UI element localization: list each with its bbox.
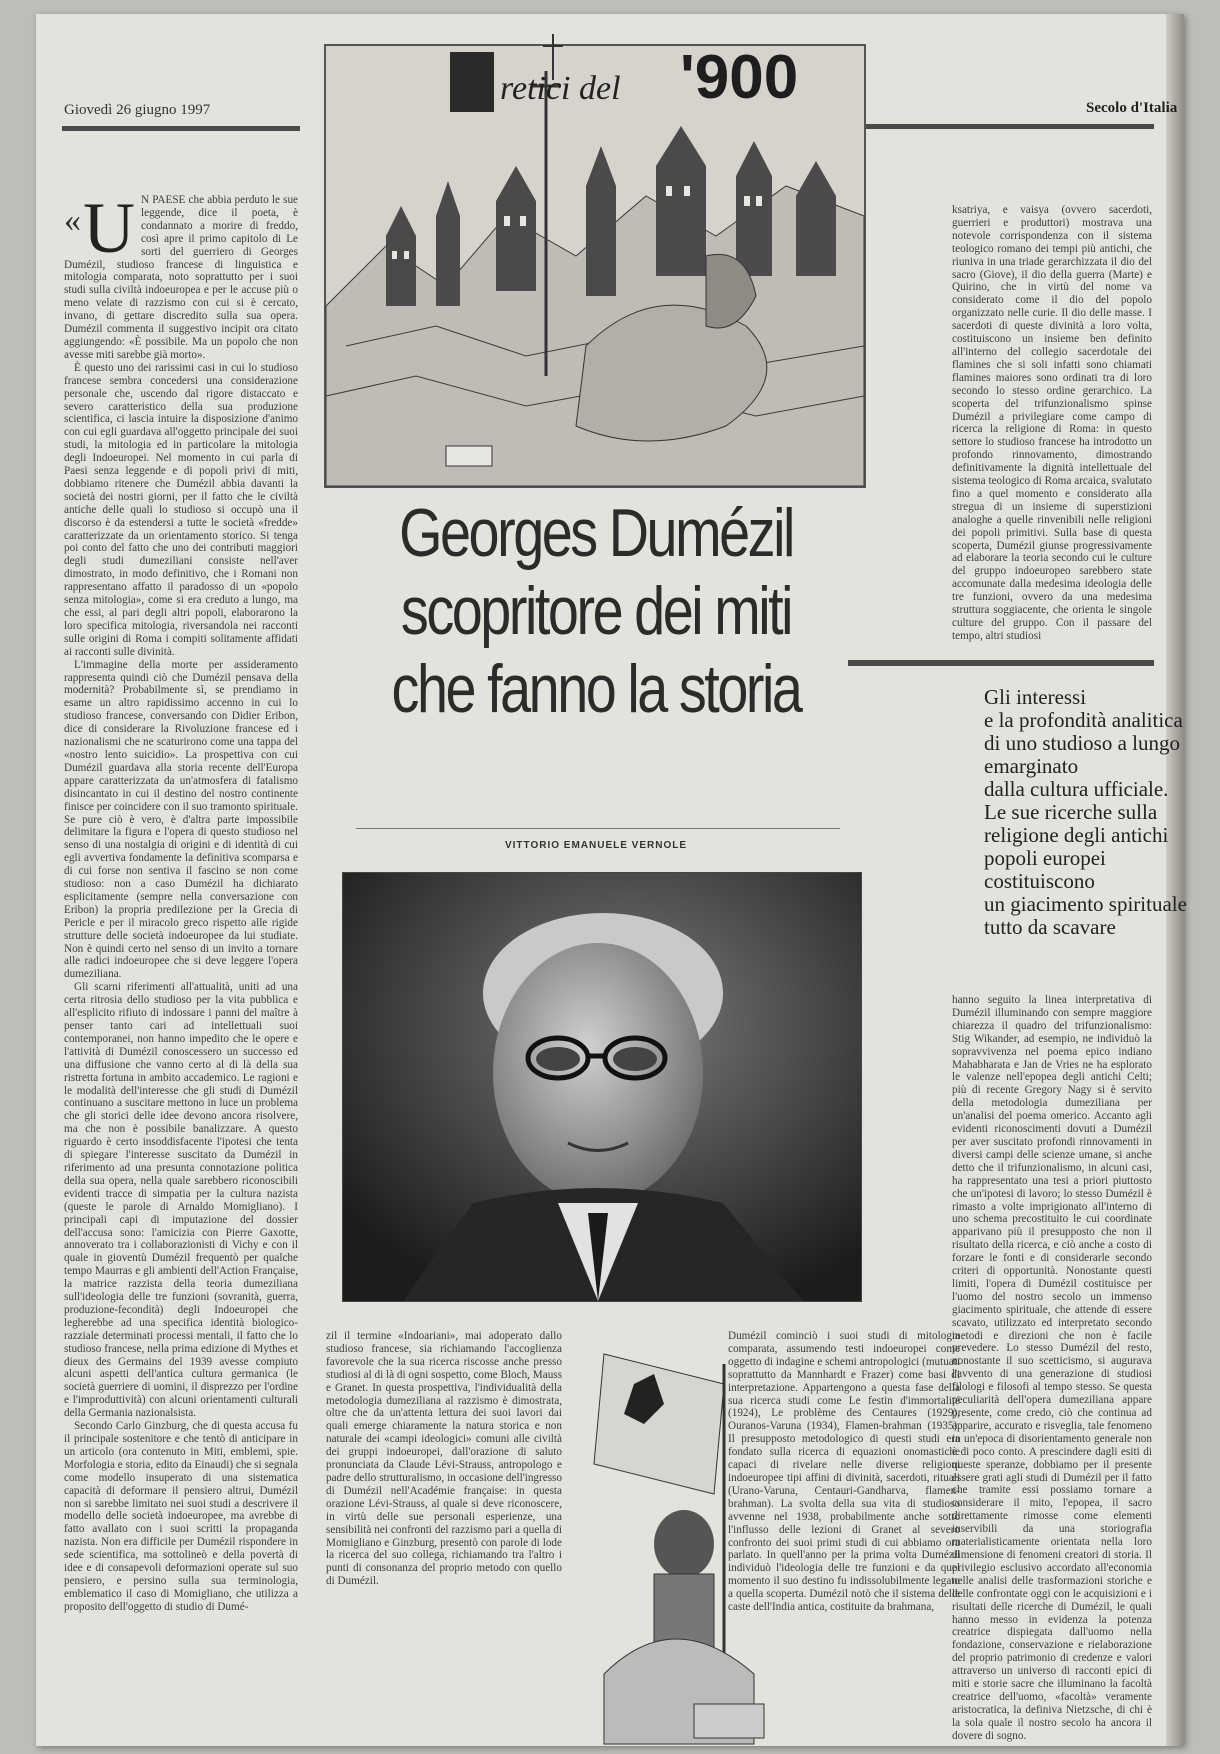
drop-cap: U	[83, 188, 135, 268]
article-column-2	[326, 1330, 562, 1726]
header-rule-left	[62, 126, 300, 131]
article-column-4	[952, 204, 1152, 644]
subhead-line: emarginato	[984, 754, 1079, 778]
portrait-photo	[342, 872, 862, 1302]
lead-paragraph: N PAESE che abbia perduto le sue leggende, dice il poeta, è condannato a morire di freddo, così apre il primo capitolo di Le sorti del guerriero di Georges Dumézil, studioso francese di linguistica e mitologia comparata, noto soprattutto per i suoi studi sulla civiltà indoeuropea e per le accuse più o meno velate di razzismo con cui si è cercato, invano, di gettare discredito sulla sua opera. Dumézil commenta il suggestivo incipit ora citato aggiungendo: «È possibile. Ma un popolo che non avesse miti sarebbe già morto».	[64, 194, 298, 361]
subhead-line: popoli europei	[984, 846, 1106, 870]
issue-date: Giovedì 26 giugno 1997	[64, 102, 211, 118]
subheadline	[984, 686, 1220, 939]
subhead-line: di uno studioso a lungo	[984, 731, 1181, 755]
article-column-5	[952, 994, 1152, 1742]
headline-line-1: Georges Dumézil	[399, 495, 793, 571]
paragraph: L'immagine della morte per assideramento rappresenta quindi ciò che Dumézil pensava della modernità? Probabilmente sì, se prendiamo in esame un altro rapidissimo accenno in cui lo studioso francese, conversando con Didier Eribon, dice di considerare la Rivoluzione francese ed i nazionalismi che ne scaturirono come una tappa del «nostro lento suicidio». La prospettiva con cui Dumézil guardava alla storia recente dell'Europa appare caratterizzata da un'atmosfera di fatalismo disincantato in cui il destino del nostro continente finisce per coincidere con il suo tramonto spirituale. Se pure ciò è vero, è d'altra parte impossibile delimitare la figura e l'opera di questo studioso nel senso di una nostalgia di origini e di identità di cui egli avvertiva fondamente la definitiva scomparsa e di cui forse non sentiva il fascino se non come studioso: non a caso Dumézil ha dichiarato esplicitamente (sempre nella conversazione con Eribon) la propria predilezione per la Grecia di Pericle e per il miracolo greco rispetto alle rigide strutture delle società indoeuropee da lui studiate. Non è quindi certo nel senso di un invito a tornare alle radici indoeuropee che si deve leggere l'opera dumeziliana.	[64, 658, 298, 981]
subhead-line: e la profondità analitica	[984, 708, 1183, 732]
section-logo	[430, 34, 850, 122]
subhead-line: un giacimento spirituale	[984, 892, 1187, 916]
headline-line-2: scopritore dei miti	[400, 573, 792, 649]
headline	[336, 494, 856, 728]
subhead-line: Le sue ricerche sulla	[984, 800, 1158, 824]
portrait-drawing	[343, 873, 861, 1301]
opening-quote-icon: «	[64, 202, 81, 239]
paragraph: Gli scarni riferimenti all'attualità, uniti ad una certa ritrosia dello studioso per la vita pubblica e all'esplicito rifiuto di indossare i panni del maître à penser tanto cari ad intellettuali suoi contemporanei, non hanno impedito che le opere e l'attività di Dumézil conoscessero un successo ed una diffusione che vanno certo al di là della sua ristretta fortuna in ambito accademico. Le ragioni e le modalità dell'interesse che gli studi di Dumézil continuano a suscitare mettono in luce un problema che gli storici delle idee devono ancora risolvere, ma che non è possibile banalizzare. A questo riguardo è certo insoddisfacente l'ipotesi che tenta di spiegare l'interesse suscitato da Dumézil in riferimento ad una presunta connotazione politica della sua opera, nella quale sarebbero riconoscibili evidenti tracce di simpatia per la cultura nazista (queste le parole di Arnaldo Momigliano). I principali capi di imputazione del dossier dell'accusa sono: l'amicizia con Pierre Gaxotte, annoverato tra i collaborazionisti di Vichy e con il quale in gioventù Dumézil frequentò per qualche tempo Maurras e gli ambienti dell'Action Française, la matrice razzista della teoria dumeziliana sull'ideologia delle tre funzioni (sovranità, guerra, produzione-fecondità) degli Indoeuropei che legherebbe ad una specifica identità biologico-razziale determinati processi mentali, il fatto che lo studioso francese, nella prima edizione di Mythes et dieux des Germains del 1939 avesse compiuto alcuni aspetti dell'antica cultura germanica (le società guerriere di uomini, il disprezzo per l'ordine e l'improduttività) con alcuni orientamenti culturali della Germania nazionalsista.	[64, 981, 298, 1420]
subhead-rule	[848, 660, 1154, 666]
byline-rule	[356, 828, 840, 829]
logo-number: '900	[680, 43, 799, 112]
byline: VITTORIO EMANUELE VERNOLE	[504, 840, 688, 851]
subhead-line: costituiscono	[984, 869, 1095, 893]
header-rule-right	[848, 124, 1154, 129]
newspaper-page	[36, 14, 1187, 1746]
subhead-line: dalla cultura ufficiale.	[984, 777, 1169, 801]
logo-initial-block	[450, 52, 494, 112]
paragraph: Dumézil cominciò i suoi studi di mitologia comparata, assumendo testi indoeuropei come oggetto di indagine e schemi antropologici (mutuati soprattutto da Mannhardt e Frazer) come basi di interpretazione. Appartengono a questa fase della sua ricerca studi come Le festin d'immortalité (1924), Le problème des Centaures (1929), Ouranos-Varuna (1934), Flamen-brahman (1935). Il presupposto metodologico di questi studi era fondato sulla ricerca di equazioni onomastiche capaci di rivelare nelle diverse religioni indoeuropee tipi affini di divinità, sacerdoti, rituali (Urano-Varuna, Centauri-Gandharva, flamen-brahman). La svolta della sua vita di studioso avvenne nel 1938, probabilmente anche sotto l'influsso delle lezioni di Granet al severo confronto dei suoi primi studi di cui abbiamo ora parlato. In quell'anno per la prima volta Dumézil individuò l'ideologia delle tre funzioni e da quel momento il suo destino fu indissolubilmente legato a quella scoperta. Dumézil notò che il sistema delle caste dell'India antica, costituite da brahmana,	[728, 1330, 960, 1614]
paragraph: Secondo Carlo Ginzburg, che di questa accusa fu il principale sostenitore e che tentò di anticipare in un articolo (ora contenuto in Miti, emblemi, spie. Morfologia e storia, edito da Einaudi) che si segnala come modello insuperato di una sistematica capacità di deformare il pensiero altrui, Dumézil non si sarebbe limitato nei suoi studi a descrivere il modello delle società indoeuropee, ma avrebbe di fatto avallato con i suoi scritti la propaganda nazista. Non era difficile per Dumézil rispondere in sede scientifica, ma sottolineò e della povertà di idee e di consapevoli deformazioni operate sul suo pensiero, e persino sulla sua terminologia, emblematico il caso di Momigliano, che utilizza a proposito dell'oggetto di studio di Dumé-	[64, 1420, 298, 1613]
subhead-line: religione degli antichi	[984, 823, 1169, 847]
headline-line-3: che fanno la storia	[391, 651, 801, 727]
paragraph: ksatriya, e vaisya (ovvero sacerdoti, guerrieri e produttori) mostrava una notevole corrispondenza con il sistema teologico romano dei tempi più antichi, che riuniva in una triade gerarchizzata il dio del sacro (Giove), il dio della guerra (Marte) e Quirino, che in virtù del nome va considerato come il dio del popolo organizzato nelle curie. Il dio delle masse. I sacerdoti di queste divinità a loro volta, costituiscono un insieme ben definito all'interno del collegio sacerdotale dei flamines che si soli infatti sono chiamati flamines maiores sono ordinati tra di loro secondo lo stesso ordine gerarchico. La scoperta del trifunzionalismo spinse Dumézil a privilegiare come campo di ricerca la religione di Roma: in questo settore lo studioso francese ha introdotto un profondo rinnovamento, dimostrando definitivamente la dignità intellettuale del sistema teologico di Roma arcaica, svalutato fino a quel momento e considerato alla stregua di un insieme di superstizioni analoghe a quelle rinvenibili nelle religioni dei popoli primitivi. Sulla base di questa scoperta, Dumézil giunse progressivamente ad elaborare la teoria secondo cui le culture del gruppo indoeuropeo sarebbero state accomunate dalla medesima ideologia delle tre funzioni, ovvero da una medesima struttura soggiacente, che orienta le singole culture del gruppo. Con il passare del tempo, altri studiosi	[952, 204, 1152, 642]
article-column-3	[728, 1330, 960, 1726]
article-column-1	[64, 188, 298, 1704]
paragraph: È questo uno dei rarissimi casi in cui lo studioso francese sembra concedersi una considerazione personale che, uscendo dal rigore distaccato e severo caratteristico della sua produzione scientifica, ci lascia intuire la disposizione d'animo con cui egli guardava all'oggetto principale dei suoi studi, la mitologia ed in particolare la mitologia degli Indoeuropei. Nel momento in cui parla di Paesi senza leggende e di popoli privi di miti, dobbiamo ritenere che Dumézil abbia davanti la società dei nostri giorni, per il fatto che le civiltà antiche delle quali lo studioso si occupò una il discorso è da estendersi a tutte le società «fredde» caratterizzate da un orientamento storico. Si tenga poi conto del fatto che uno dei contributi maggiori degli studi dumeziliani consiste nell'aver dimostrato, in modo definitivo, che i Romani non rappresentano affatto il paradosso di un «popolo senza mitologia», come si era creduto a lungo, ma che essi, al pari degli altri popoli, elaborarono la loro specifica mitologia, riversandola nei racconti sulle origini di Roma i compiti solitamente affidati ai racconti sulle divinità.	[64, 361, 298, 658]
newspaper-name: Secolo d'Italia	[1086, 100, 1178, 116]
paragraph: zil il termine «Indoariani», mai adoperato dallo studioso francese, sia richiamando l'accoglienza favorevole che la sua ricerca riscosse anche presso studiosi al di là di ogni sospetto, come Bloch, Mauss e Granet. In questa prospettiva, l'individualità della metodologia dumeziliana al razzismo è dimostrata, oltre che da un'attenta lettura dei suoi lavori dai quali emerge chiaramente la natura storica e non naturale dei «campi ideologici» comuni alle civiltà dei gruppi indoeuropei, dall'orazione di saluto pronunciata da Claude Lévi-Strauss, antropologo e padre dello strutturalismo, in occasione dell'ingresso di Dumézil nell'Académie française: in questa orazione Lévi-Strauss, al quale si deve riconoscere, in virtù delle sue personali esperienze, una sensibilità nei confronti del razzismo pari a quella di Momigliano e Ginzburg, presentò con parole di lode la ricerca del suo collega, richiamando tra l'altro i punti di consonanza del proprio metodo con quello di Dumézil.	[326, 1330, 562, 1588]
subhead-line: tutto da scavare	[984, 915, 1116, 939]
subhead-line: Gli interessi	[984, 685, 1087, 709]
paragraph: hanno seguito la linea interpretativa di Dumézil illuminando con sempre maggiore chiarezza il quadro del trifunzionalismo: Stig Wikander, ad esempio, ne individuò la sopravvivenza nel poema epico indiano Mahabharata e Jan de Vries ne ha esplorato le valenze nell'epopea degli antichi Celti; più di recente Gregory Nagy si è servito della metodologia dumeziliana per un'analisi del poema omerico. Accanto agli evidenti riconoscimenti dovuti a Dumézil per aver suscitato profondi rinnovamenti in diversi campi delle scienze umane, si anche detto che il trifunzionalismo, in alcuni casi, ha rappresentato una tesi a priori piuttosto che un'ipotesi di lavoro; lo stesso Dumézil è rimasto a volte imprigionato all'interno di uno schema precostituito le cui coordinate apparivano più il presupposto che non il risultato della ricerca, e ciò anche a costo di forzare le fonti e di considerarle secondo criteri di opportunità. Nonostante questi limiti, l'opera di Dumézil costituisce per l'uomo del nostro secolo un immenso giacimento spirituale, che attende di essere scavato, utilizzato ed interpretato secondo metodi e direzioni che non è facile prevedere. Lo stesso Dumézil del resto, nonostante il suo scetticismo, si augurava l'avvento di una generazione di studiosi filologi e filosofi al tempo stesso. Se questa peculiarità dell'opera dumeziliana appare presente, come credo, ciò che continua ad apparire, accurato e risveglia, tale fenomeno in un'epoca di disorientamento generale non è di poco conto. A prescindere dagli esiti di queste speranze, dobbiamo per il presente essere grati agli studi di Dumézil per il fatto che tramite essi possiamo tornare a considerare il mito, l'epopea, il sacro direttamente rimosse come elementi inservibili da una storiografia materialisticamente orientata nella loro dimensione di fenomeni creatori di storia. Il privilegio esclusivo accordato all'economia nelle analisi delle trasformazioni storiche e delle confrontate oggi con le acquisizioni e i risultati delle ricerche di Dumézil, le quali hanno messo in evidenza la potenza creatrice dispiegata dall'uomo nella fondazione, conservazione e rielaborazione del proprio patrimonio di credenze e valori attraverso un universo di racconti epici di miti e storie sacre che illuminano la facoltà creatrice dell'uomo, «facoltà» veramente aristocratica, la definiva Nietzsche, di chi è la sola quale il nostro secolo ha ancora il dovere di sogno.	[952, 994, 1152, 1742]
logo-word: retici del	[500, 70, 621, 107]
